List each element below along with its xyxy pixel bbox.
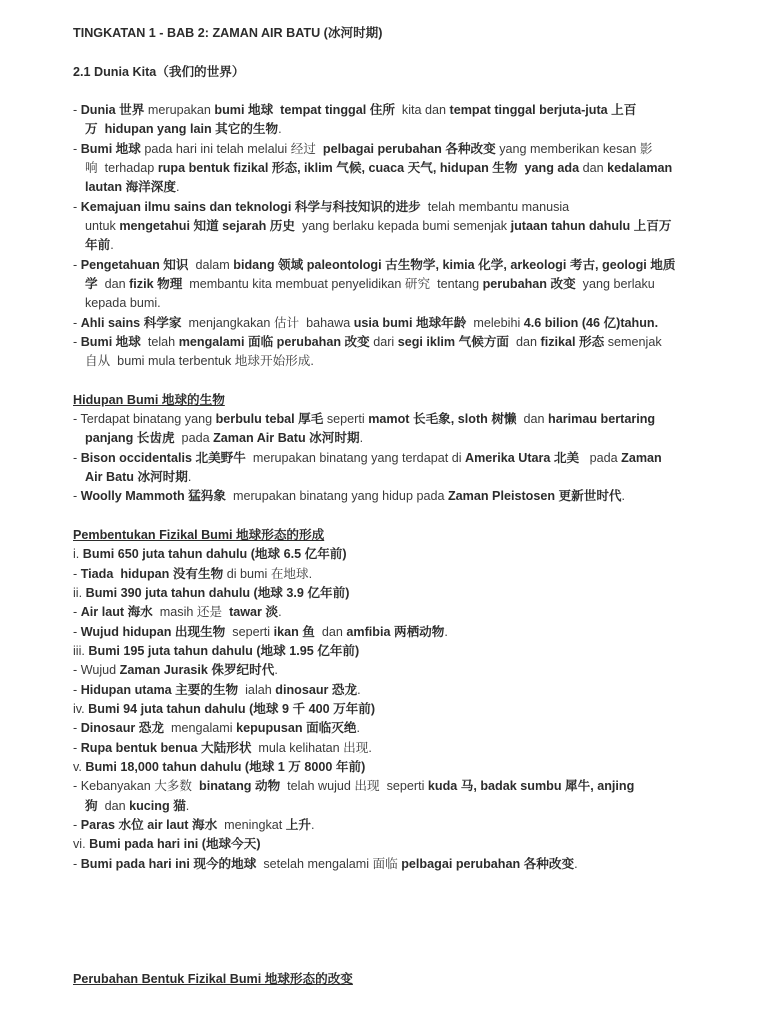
text-line <box>85 275 755 294</box>
bold-text: Ahli sains 科学家 <box>80 316 182 330</box>
plain-text: ii. <box>73 586 86 600</box>
text-line <box>73 855 743 874</box>
text-line <box>73 140 743 159</box>
bold-text: 4.6 bilion (46 亿)tahun. <box>523 316 659 330</box>
bold-text: mamot 长毛象, sloth 树懒 <box>368 412 517 426</box>
bold-text: Woolly Mammoth 猛犸象 <box>80 489 226 503</box>
plain-text: - <box>73 200 81 214</box>
text-line <box>73 256 743 275</box>
section-title: 2.1 Dunia Kita（我们的世界） <box>73 65 245 79</box>
plain-text: mula kelihatan 出现. <box>251 741 372 755</box>
text-line <box>73 719 743 738</box>
plain-text: untuk <box>85 219 120 233</box>
plain-text: - <box>73 567 81 581</box>
bold-text: mengetahui 知道 sejarah 历史 <box>119 219 295 233</box>
plain-text: 自从 bumi mula terbentuk 地球开始形成. <box>85 354 314 368</box>
bold-text: Bumi 195 juta tahun dahulu (地球 1.95 亿年前) <box>88 644 360 658</box>
bold-text: Bumi 地球 <box>80 335 141 349</box>
bold-text: Pengetahuan 知识 <box>80 258 189 272</box>
plain-text: dan <box>509 335 541 349</box>
plain-text: dari <box>369 335 398 349</box>
bold-text: mengalami 面临 perubahan 改变 <box>178 335 370 349</box>
plain-text: . <box>185 799 190 813</box>
text-line <box>73 410 743 429</box>
text-line <box>73 449 743 468</box>
bold-text: kuda 马, badak sumbu 犀牛, anjing <box>427 779 635 793</box>
text-line <box>73 623 743 642</box>
bold-text: kucing 猫 <box>129 799 186 813</box>
plain-text <box>98 122 105 136</box>
plain-text: . <box>621 489 626 503</box>
plain-text <box>518 161 525 175</box>
plain-text: i. <box>73 547 83 561</box>
plain-text: - <box>73 335 81 349</box>
bold-text: ikan 鱼 <box>273 625 315 639</box>
plain-text: . <box>357 683 361 697</box>
bold-text: Zaman Jurasik 侏罗纪时代 <box>119 663 275 677</box>
bold-text: Zaman Air Batu 冰河时期 <box>213 431 360 445</box>
plain-text: - <box>73 818 81 832</box>
plain-text: telah <box>140 335 179 349</box>
plain-text: - <box>73 451 81 465</box>
plain-text: ialah <box>238 683 276 697</box>
plain-text: - <box>73 258 81 272</box>
plain-text: dan <box>314 625 347 639</box>
bold-text: Bumi 94 juta tahun dahulu (地球 9 千 400 万年前) <box>88 702 376 716</box>
plain-text: telah membantu manusia <box>420 200 570 214</box>
plain-text: dan <box>516 412 549 426</box>
bold-text: Air Batu 冰河时期 <box>85 470 188 484</box>
text-line <box>85 352 755 371</box>
plain-text: dan <box>579 161 608 175</box>
bold-text: jutaan tahun dahulu 上百万 <box>510 219 672 233</box>
bold-text: tawar 淡 <box>229 605 279 619</box>
bold-text: rupa bentuk fizikal 形态, iklim 气候, cuaca 天气, hidupan 生物 <box>157 161 518 175</box>
text-line <box>73 642 743 661</box>
text-line <box>85 120 755 139</box>
text-line <box>73 758 743 777</box>
bold-text: Dunia 世界 <box>80 103 145 117</box>
bold-text: Zaman Pleistosen 更新世时代 <box>447 489 622 503</box>
plain-text: merupakan binatang yang terdapat di <box>245 451 466 465</box>
bold-text: 学 <box>85 277 98 291</box>
plain-text: seperti <box>225 625 274 639</box>
bold-text: Bumi 390 juta tahun dahulu (地球 3.9 亿年前) <box>85 586 350 600</box>
plain-text: . <box>310 818 315 832</box>
plain-text: - <box>73 605 81 619</box>
text-line <box>73 101 743 120</box>
bold-text: Rupa bentuk benua 大陆形状 <box>80 741 252 755</box>
plain-text: . <box>356 721 360 735</box>
perubahan-heading: Perubahan Bentuk Fizikal Bumi 地球形态的改变 <box>73 972 353 986</box>
bold-text: Bumi pada hari ini 现今的地球 <box>80 857 257 871</box>
plain-text: kepada bumi. <box>85 296 161 310</box>
plain-text: kita dan <box>394 103 450 117</box>
bold-text: Air laut 海水 <box>80 605 153 619</box>
bold-text: Wujud hidupan 出现生物 <box>80 625 226 639</box>
bold-text: tempat tinggal 住所 <box>280 103 395 117</box>
plain-text: setelah mengalami 面临 <box>256 857 402 871</box>
plain-text: iii. <box>73 644 89 658</box>
bold-text: pelbagai perubahan 各种改变 <box>322 142 496 156</box>
plain-text: . <box>274 663 278 677</box>
plain-text: - <box>73 857 81 871</box>
bold-text: bumi 地球 <box>214 103 274 117</box>
plain-text: pada hari ini telah melalui 经过 <box>140 142 323 156</box>
text-line <box>85 236 755 255</box>
plain-text: yang berlaku <box>575 277 655 291</box>
bold-text: binatang 动物 <box>199 779 281 793</box>
text-line <box>73 835 743 854</box>
bold-text: Bison occidentalis 北美野牛 <box>80 451 246 465</box>
bold-text: bidang 领域 paleontologi 古生物学, kimia 化学, arkeologi 考古, geologi 地质 <box>233 258 676 272</box>
bold-text: dinosaur 恐龙 <box>275 683 358 697</box>
plain-text: dan <box>97 277 130 291</box>
plain-text: . <box>278 122 282 136</box>
bold-text: Bumi pada hari ini (地球今天) <box>89 837 261 851</box>
bold-text: fizik 物理 <box>129 277 183 291</box>
bold-text: Bumi 地球 <box>80 142 141 156</box>
text-line <box>85 468 755 487</box>
bold-text: Zaman <box>621 451 662 465</box>
bold-text: 上升 <box>285 818 311 832</box>
bold-text: kepupusan 面临灭绝 <box>236 721 357 735</box>
plain-text: - Wujud <box>73 663 120 677</box>
plain-text: - <box>73 741 81 755</box>
text-line <box>73 777 743 796</box>
bold-text: Dinosaur 恐龙 <box>80 721 164 735</box>
plain-text: v. <box>73 760 86 774</box>
text-line <box>73 681 743 700</box>
plain-text: . <box>187 470 192 484</box>
plain-text: . <box>175 180 180 194</box>
plain-text: - <box>73 489 81 503</box>
bold-text: usia bumi 地球年龄 <box>353 316 467 330</box>
plain-text: yang berlaku kepada bumi semenjak <box>294 219 511 233</box>
plain-text: telah wujud 出现 seperti <box>280 779 428 793</box>
bold-text: 年前 <box>85 238 111 252</box>
bold-text: berbulu tebal 厚毛 <box>215 412 324 426</box>
text-line <box>73 739 743 758</box>
plain-text: . <box>110 238 114 252</box>
bold-text: Bumi 18,000 tahun dahulu (地球 1 万 8000 年前) <box>85 760 366 774</box>
plain-text: . <box>359 431 364 445</box>
text-line <box>73 661 743 680</box>
plain-text: merupakan <box>144 103 215 117</box>
plain-text: merupakan binatang yang hidup pada <box>226 489 448 503</box>
plain-text: . <box>444 625 448 639</box>
bold-text: panjang 长齿虎 <box>85 431 175 445</box>
plain-text: - Kebanyakan 大多数 <box>73 779 199 793</box>
plain-text: - Terdapat binatang yang <box>73 412 216 426</box>
plain-text: yang memberikan kesan 影 <box>495 142 653 156</box>
plain-text: - <box>73 142 81 156</box>
bold-text: Hidupan utama 主要的生物 <box>80 683 239 697</box>
text-line <box>73 545 743 564</box>
plain-text: - <box>73 683 81 697</box>
text-line <box>85 294 755 313</box>
text-line <box>73 816 743 835</box>
bold-text: kedalaman <box>607 161 673 175</box>
text-line <box>85 429 755 448</box>
text-line <box>73 603 743 622</box>
bold-text: harimau bertaring <box>548 412 656 426</box>
plain-text: dan <box>97 799 130 813</box>
text-line <box>85 217 755 236</box>
bold-text: Paras 水位 air laut 海水 <box>80 818 218 832</box>
bold-text: yang ada <box>524 161 580 175</box>
bold-text: 狗 <box>85 799 98 813</box>
bold-text: hidupan yang lain 其它的生物 <box>104 122 279 136</box>
text-line <box>73 487 743 506</box>
plain-text: . <box>278 605 282 619</box>
document-title: TINGKATAN 1 - BAB 2: ZAMAN AIR BATU (冰河时期) <box>73 26 383 40</box>
bold-text: tempat tinggal berjuta-juta 上百 <box>449 103 637 117</box>
bold-text: Amerika Utara 北美 <box>465 451 580 465</box>
text-line <box>73 314 743 333</box>
text-line <box>85 178 755 197</box>
plain-text: semenjak <box>604 335 662 349</box>
bold-text: 万 <box>85 122 98 136</box>
text-line <box>73 565 743 584</box>
hidupan-heading: Hidupan Bumi 地球的生物 <box>73 393 225 407</box>
text-line <box>73 584 743 603</box>
text-line <box>73 198 743 217</box>
plain-text: dalam <box>188 258 234 272</box>
plain-text: melebihi <box>466 316 524 330</box>
plain-text: pada <box>174 431 214 445</box>
plain-text: vi. <box>73 837 90 851</box>
plain-text: - <box>73 721 81 735</box>
plain-text: - <box>73 103 81 117</box>
plain-text: mengalami <box>163 721 237 735</box>
text-line <box>85 159 755 178</box>
plain-text: menjangkakan 估计 bahawa <box>181 316 354 330</box>
plain-text: membantu kita membuat penyelidikan 研究 tentang <box>182 277 483 291</box>
bold-text: segi iklim 气候方面 <box>397 335 510 349</box>
bold-text: perubahan 改变 <box>482 277 576 291</box>
text-line <box>85 797 755 816</box>
plain-text: meningkat <box>217 818 286 832</box>
plain-text: iv. <box>73 702 89 716</box>
bold-text: Tiada hidupan 没有生物 <box>80 567 224 581</box>
bold-text: lautan 海洋深度 <box>85 180 176 194</box>
plain-text: - <box>73 316 81 330</box>
text-line <box>73 333 743 352</box>
bold-text: fizikal 形态 <box>540 335 605 349</box>
plain-text: di bumi 在地球. <box>223 567 313 581</box>
plain-text: pada <box>579 451 622 465</box>
bold-text: pelbagai perubahan 各种改变 <box>401 857 575 871</box>
plain-text: . <box>574 857 578 871</box>
plain-text: seperti <box>323 412 369 426</box>
bold-text: Bumi 650 juta tahun dahulu (地球 6.5 亿年前) <box>82 547 347 561</box>
bold-text: Kemajuan ilmu sains dan teknologi 科学与科技知识的进步 <box>80 200 421 214</box>
plain-text: masih 还是 <box>152 605 230 619</box>
pembentukan-heading: Pembentukan Fizikal Bumi 地球形态的形成 <box>73 528 325 542</box>
text-line <box>73 700 743 719</box>
bold-text: amfibia 两栖动物 <box>346 625 445 639</box>
plain-text: - <box>73 625 81 639</box>
plain-text: 响 terhadap <box>85 161 158 175</box>
